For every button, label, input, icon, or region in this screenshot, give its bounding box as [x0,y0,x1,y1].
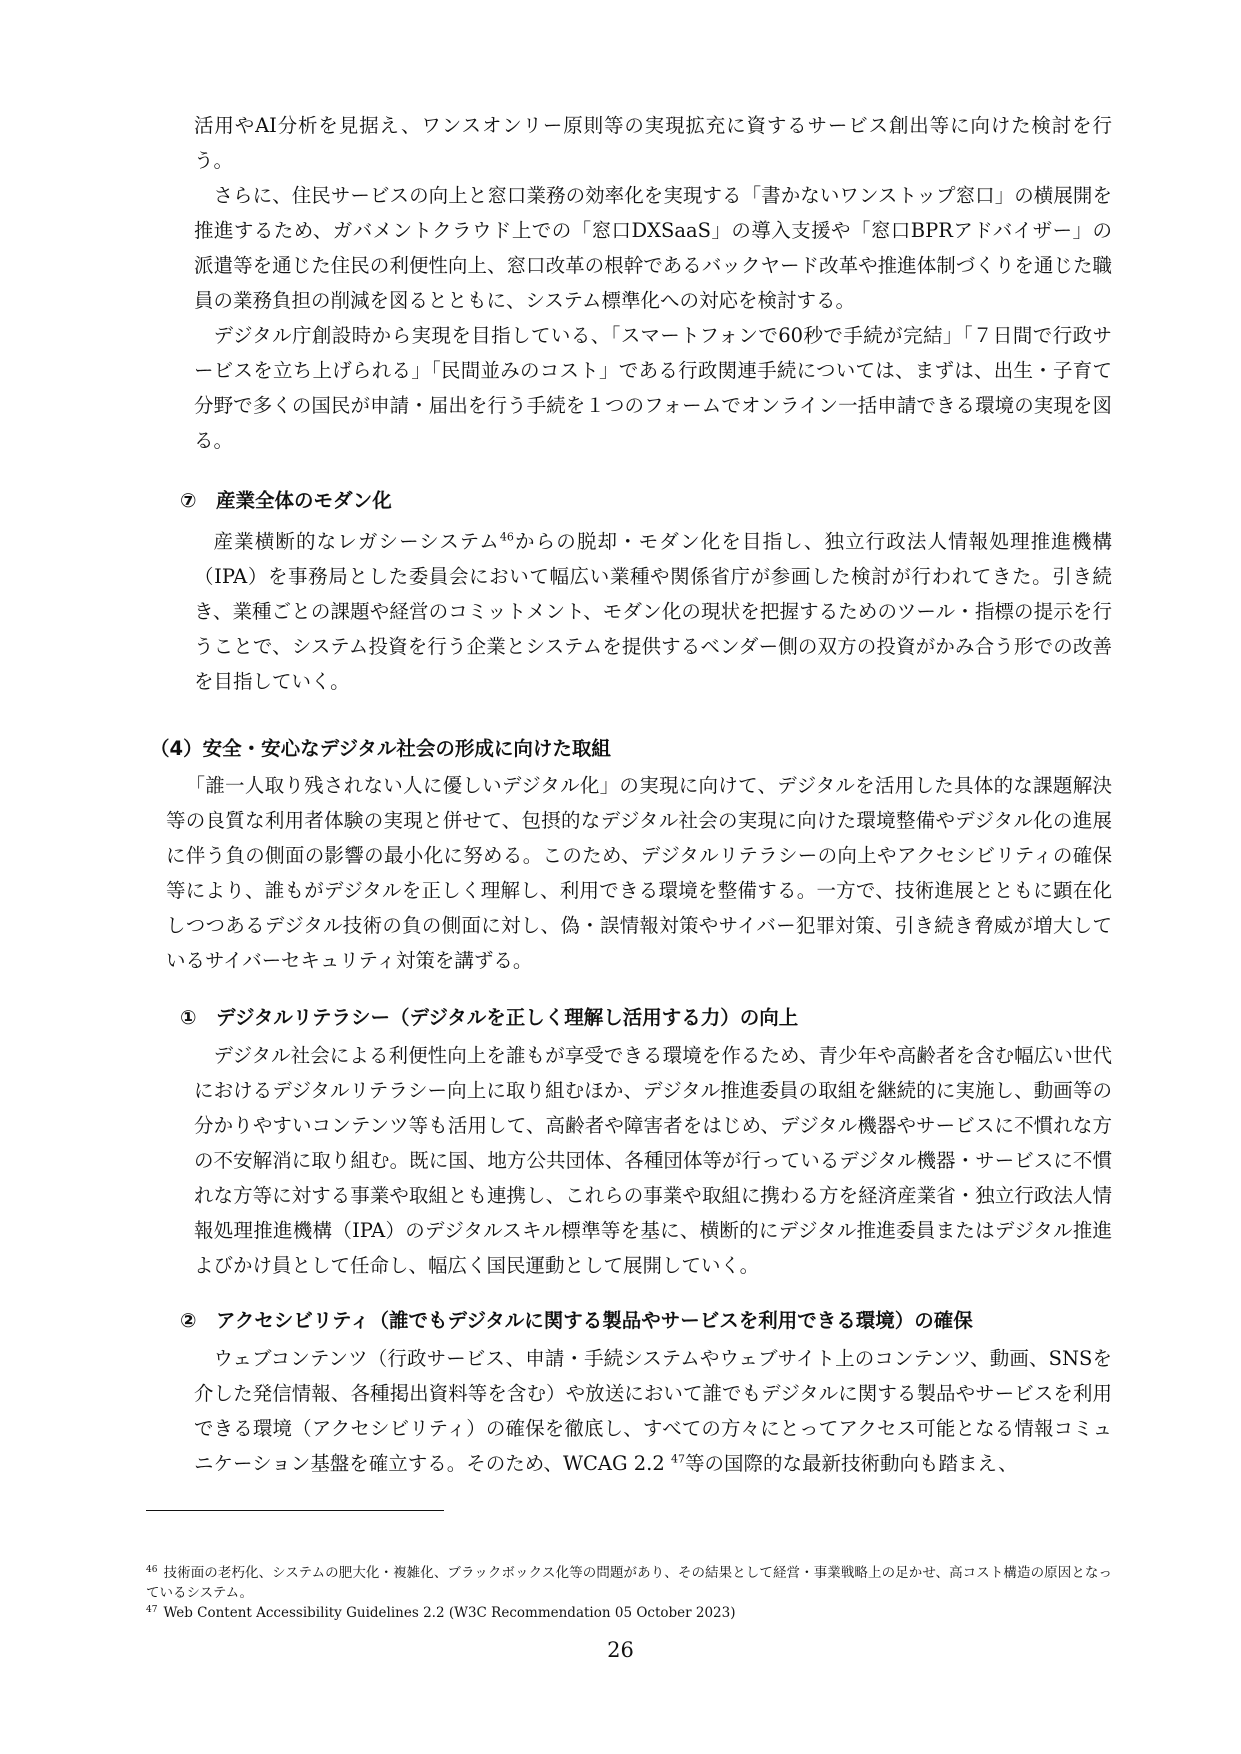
page-number: 26 [607,1638,634,1662]
intro-paragraph-online-procedures: デジタル庁創設時から実現を目指している、「スマートフォンで60秒で手続が完結」「７日間で行政サービスを立ち上げられる」「民間並みのコスト」である行政関連手続については、まずは、出生・子育て分野で多くの国民が申請・届出を行う手続を１つのフォームでオンライン一括申請できる環境の実現を図る。 [194,324,1112,452]
paragraph-text-part: 等の国際的な最新技術動向も踏まえ、 [684,1452,1018,1475]
footnote-reference-46: 46 [499,530,514,544]
footnote-mark: 46 [146,1564,158,1575]
section-heading-safe-digital-society: （4）安全・安心なデジタル社会の形成に向けた取組 [150,737,611,760]
section-heading-industry-modernization: ⑦ 産業全体のモダン化 [180,489,392,512]
footnotes [146,1563,1112,1623]
section-paragraph-industry-modernization [194,524,1112,699]
paragraph-text-part: ウェブコンテンツ（行政サービス、申請・手続システムやウェブサイト上のコンテンツ、動画、SNSを介した発信情報、各種掲出資料等を含む）や放送において誰でもデジタルに関する製品やサービスを利用できる環境（アクセシビリティ）の確保を徹底し、すべての方々にとってアクセス可能となる情報コミュニケーション基盤を確立する。そのため、WCAG 2.2 [194,1347,1112,1475]
section-heading-digital-literacy: ① デジタルリテラシー（デジタルを正しく理解し活用する力）の向上 [180,1006,799,1029]
footnote-divider [146,1510,444,1511]
footnote-reference-47: 47 [670,1452,685,1466]
footnote-46 [146,1563,1112,1603]
paragraph-text-part: 産業横断的なレガシーシステム [213,530,500,553]
footnote-text: Web Content Accessibility Guidelines 2.2 (W3C Recommendation 05 October 2023) [163,1605,736,1621]
section-paragraph-safe-digital-society: 「誰一人取り残されない人に優しいデジタル化」の実現に向けて、デジタルを活用した具体的な課題解決等の良質な利用者体験の実現と併せて、包摂的なデジタル社会の実現に向けた環境整備やデジタル化の進展に伴う負の側面の影響の最小化に努める。このため、デジタルリテラシーの向上やアクセシビリティの確保等により、誰もがデジタルを正しく理解し、利用できる環境を整備する。一方で、技術進展とともに顕在化しつつあるデジタル技術の負の側面に対し、偽・誤情報対策やサイバー犯罪対策、引き続き脅威が増大しているサイバーセキュリティ対策を講ずる。 [166,774,1112,972]
section-paragraph-digital-literacy: デジタル社会による利便性向上を誰もが享受できる環境を作るため、青少年や高齢者を含む幅広い世代におけるデジタルリテラシー向上に取り組むほか、デジタル推進委員の取組を継続的に実施し、動画等の分かりやすいコンテンツ等も活用して、高齢者や障害者をはじめ、デジタル機器やサービスに不慣れな方の不安解消に取り組む。既に国、地方公共団体、各種団体等が行っているデジタル機器・サービスに不慣れな方等に対する事業や取組とも連携し、これらの事業や取組に携わる方を経済産業省・独立行政法人情報処理推進機構（IPA）のデジタルスキル標準等を基に、横断的にデジタル推進委員またはデジタル推進よびかけ員として任命し、幅広く国民運動として展開していく。 [194,1044,1112,1277]
paragraph-text-part: からの脱却・モダン化を目指し、独立行政法人情報処理推進機構（IPA）を事務局とした委員会において幅広い業種や関係省庁が参画した検討が行われてきた。引き続き、業種ごとの課題や経営のコミットメント、モダン化の現状を把握するためのツール・指標の提示を行うことで、システム投資を行う企業とシステムを提供するベンダー側の双方の投資がかみ合う形での改善を目指していく。 [194,530,1112,693]
section-paragraph-accessibility [194,1341,1112,1481]
intro-paragraph-continued: 活用やAI分析を見据え、ワンスオンリー原則等の実現拡充に資するサービス創出等に向けた検討を行う。 [194,114,1112,172]
footnote-47 [146,1603,1112,1623]
footnote-text: 技術面の老朽化、システムの肥大化・複雑化、ブラックボックス化等の問題があり、その結果として経営・事業戦略上の足かせ、高コスト構造の原因となっているシステム。 [146,1565,1112,1601]
section-heading-accessibility: ② アクセシビリティ（誰でもデジタルに関する製品やサービスを利用できる環境）の確保 [180,1309,973,1332]
intro-paragraph-one-stop-window: さらに、住民サービスの向上と窓口業務の効率化を実現する「書かないワンストップ窓口」の横展開を推進するため、ガバメントクラウド上での「窓口DXSaaS」の導入支援や「窓口BPRアドバイザー」の派遣等を通じた住民の利便性向上、窓口改革の根幹であるバックヤード改革や推進体制づくりを通じた職員の業務負担の削減を図るとともに、システム標準化への対応を検討する。 [194,184,1112,312]
footnote-mark: 47 [146,1604,158,1615]
